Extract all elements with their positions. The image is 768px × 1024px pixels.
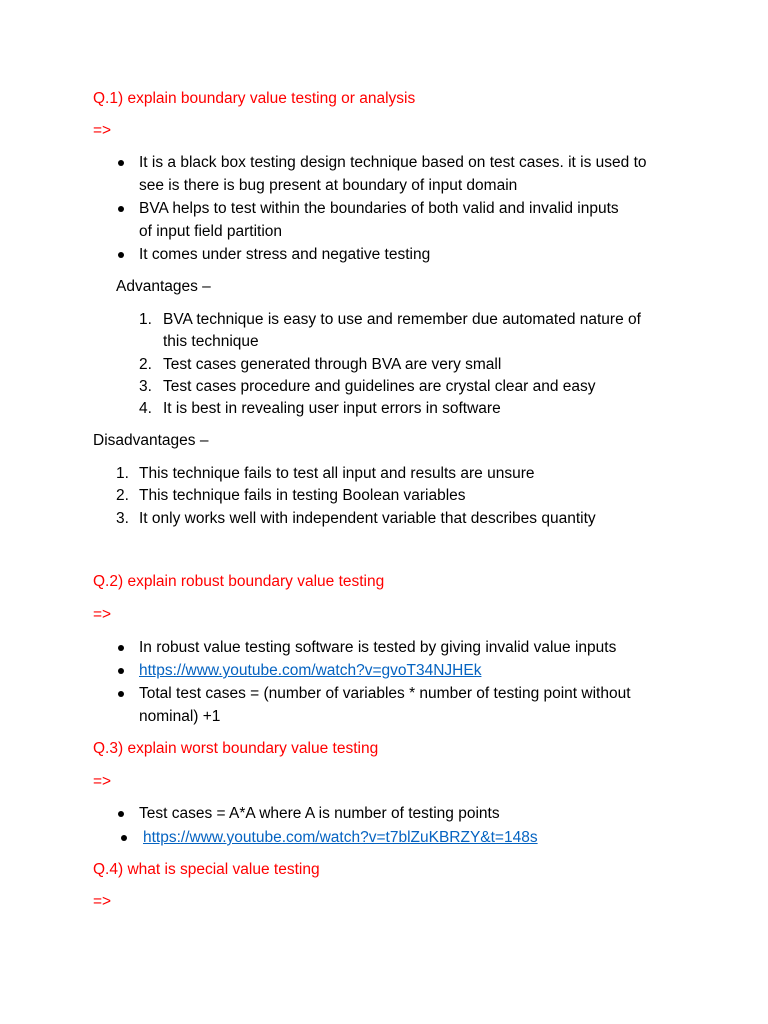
q2-bullet-3-line-2: nominal) +1 xyxy=(139,708,221,725)
advantage-number: 3. xyxy=(139,378,152,395)
bullet-icon xyxy=(118,252,124,258)
disadvantage-1: This technique fails to test all input and results are unsure xyxy=(139,465,535,482)
advantage-2: Test cases generated through BVA are very small xyxy=(163,356,502,373)
advantage-1-line-2: this technique xyxy=(163,333,259,350)
disadvantage-number: 3. xyxy=(116,510,129,527)
bullet-icon xyxy=(118,691,124,697)
bullet-icon xyxy=(118,645,124,651)
q1-bullet-1-line-2: see is there is bug present at boundary of input domain xyxy=(139,177,518,194)
q1-bullet-3: It comes under stress and negative testing xyxy=(139,246,431,263)
q3-arrow: => xyxy=(93,773,112,790)
q2-title: Q.2) explain robust boundary value testing xyxy=(93,573,385,590)
q2-bullet-1: In robust value testing software is tested by giving invalid value inputs xyxy=(139,639,617,656)
q1-title: Q.1) explain boundary value testing or analysis xyxy=(93,90,416,107)
q1-bullet-1-line-1: It is a black box testing design technique based on test cases. it is used to xyxy=(139,154,647,171)
q4-title: Q.4) what is special value testing xyxy=(93,861,320,878)
advantages-heading: Advantages – xyxy=(116,278,211,295)
q2-youtube-link[interactable]: https://www.youtube.com/watch?v=gvoT34NJHEk xyxy=(139,662,482,679)
q2-bullet-3-line-1: Total test cases = (number of variables * number of testing point without xyxy=(139,685,631,702)
q2-arrow: => xyxy=(93,606,112,623)
q1-bullet-2-line-2: of input field partition xyxy=(139,223,283,240)
disadvantage-3: It only works well with independent variable that describes quantity xyxy=(139,510,596,527)
q3-title: Q.3) explain worst boundary value testing xyxy=(93,740,379,757)
bullet-icon xyxy=(118,206,124,212)
disadvantage-number: 1. xyxy=(116,465,129,482)
q1-bullet-2-line-1: BVA helps to test within the boundaries of both valid and invalid inputs xyxy=(139,200,619,217)
bullet-icon xyxy=(118,668,124,674)
disadvantages-heading: Disadvantages – xyxy=(93,432,209,449)
advantage-1-line-1: BVA technique is easy to use and remember due automated nature of xyxy=(163,311,641,328)
bullet-icon xyxy=(118,160,124,166)
advantage-number: 2. xyxy=(139,356,152,373)
advantage-4: It is best in revealing user input errors in software xyxy=(163,400,501,417)
bullet-icon xyxy=(121,835,127,841)
q3-bullet-1: Test cases = A*A where A is number of testing points xyxy=(139,805,500,822)
bullet-icon xyxy=(118,811,124,817)
advantage-number: 4. xyxy=(139,400,152,417)
advantage-number: 1. xyxy=(139,311,152,328)
q1-arrow: => xyxy=(93,122,112,139)
q3-youtube-link[interactable]: https://www.youtube.com/watch?v=t7blZuKBRZY&t=148s xyxy=(143,829,538,846)
disadvantage-2: This technique fails in testing Boolean variables xyxy=(139,487,466,504)
advantage-3: Test cases procedure and guidelines are crystal clear and easy xyxy=(163,378,596,395)
disadvantage-number: 2. xyxy=(116,487,129,504)
q4-arrow: => xyxy=(93,893,112,910)
